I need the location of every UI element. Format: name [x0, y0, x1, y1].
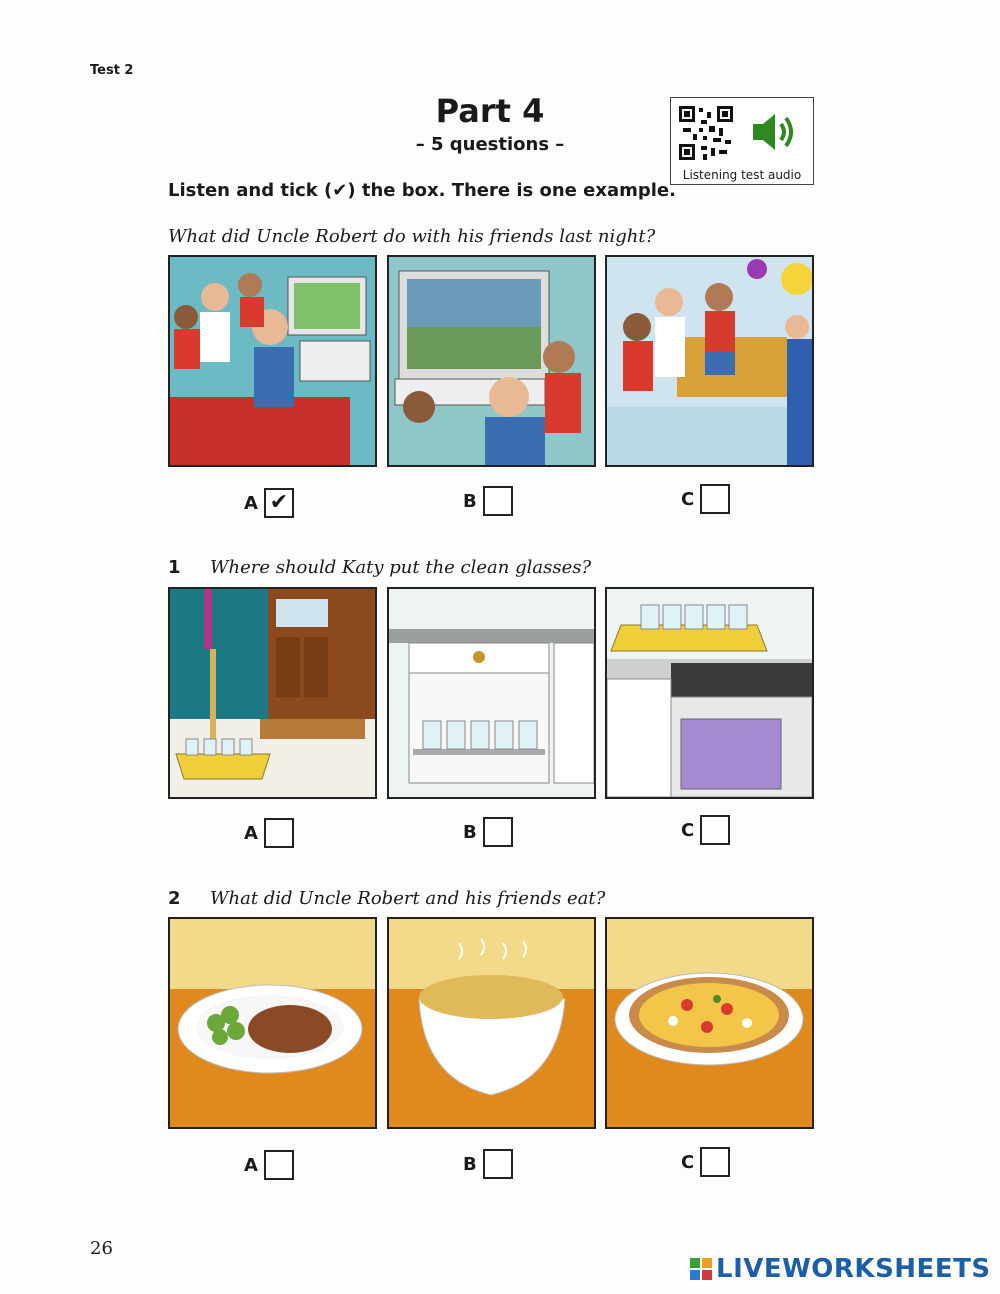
- option-letter: B: [463, 821, 477, 843]
- option-letter: B: [463, 490, 477, 512]
- option-letter: C: [681, 819, 695, 841]
- picture-glasses-by-door: [168, 587, 377, 799]
- option-letter: B: [463, 1153, 477, 1175]
- question-text: What did Uncle Robert and his friends eat?: [210, 888, 606, 909]
- picture-glasses-on-cooker: [605, 587, 814, 799]
- question-2: [168, 888, 605, 909]
- option-b-example[interactable]: [463, 486, 513, 516]
- option-b-q1[interactable]: [463, 817, 513, 847]
- liveworksheets-logo-icon: [690, 1258, 712, 1280]
- checkbox-c-q1[interactable]: [700, 815, 730, 845]
- option-letter: A: [244, 822, 258, 844]
- option-c-q2[interactable]: [681, 1147, 730, 1177]
- checkbox-c-example[interactable]: [700, 484, 730, 514]
- checkbox-a-example[interactable]: ✔: [264, 488, 294, 518]
- picture-glasses-in-fridge: [387, 587, 596, 799]
- picture-noodles: [387, 917, 596, 1129]
- option-c-q1[interactable]: [681, 815, 730, 845]
- checkbox-a-q1[interactable]: [264, 818, 294, 848]
- picture-video-game: [387, 255, 596, 467]
- option-b-q2[interactable]: [463, 1149, 513, 1179]
- option-c-example[interactable]: [681, 484, 730, 514]
- picture-pizza: [605, 917, 814, 1129]
- part-subtitle: – 5 questions –: [415, 134, 565, 155]
- checkbox-a-q2[interactable]: [264, 1150, 294, 1180]
- checkbox-b-q2[interactable]: [483, 1149, 513, 1179]
- page-number: 26: [90, 1238, 113, 1259]
- speaker-icon[interactable]: [747, 106, 799, 158]
- option-letter: A: [244, 1154, 258, 1176]
- question-number: 2: [168, 888, 181, 909]
- qr-code-icon: [679, 106, 733, 160]
- question-number: 1: [168, 557, 181, 578]
- option-a-q2[interactable]: [244, 1150, 294, 1180]
- picture-steak-and-peas: [168, 917, 377, 1129]
- checkbox-b-q1[interactable]: [483, 817, 513, 847]
- part-title: Part 4: [435, 92, 545, 130]
- checkbox-b-example[interactable]: [483, 486, 513, 516]
- option-a-q1[interactable]: [244, 818, 294, 848]
- example-question: [168, 226, 655, 247]
- question-text: What did Uncle Robert do with his friends last night?: [168, 226, 656, 247]
- picture-party-dancing: [605, 255, 814, 467]
- instruction: Listen and tick (✔) the box. There is one example.: [168, 180, 676, 201]
- option-a-example[interactable]: [244, 488, 294, 518]
- audio-box[interactable]: [670, 97, 814, 185]
- option-letter: A: [244, 492, 258, 514]
- picture-watching-tv: [168, 255, 377, 467]
- option-letter: C: [681, 1151, 695, 1173]
- audio-caption: Listening test audio: [682, 168, 802, 182]
- question-1: [168, 557, 591, 578]
- option-letter: C: [681, 488, 695, 510]
- brand-name: LIVEWORKSHEETS: [716, 1254, 991, 1284]
- checkbox-c-q2[interactable]: [700, 1147, 730, 1177]
- brand-logo: [690, 1254, 991, 1284]
- question-text: Where should Katy put the clean glasses?: [210, 557, 592, 578]
- test-label: Test 2: [90, 63, 134, 78]
